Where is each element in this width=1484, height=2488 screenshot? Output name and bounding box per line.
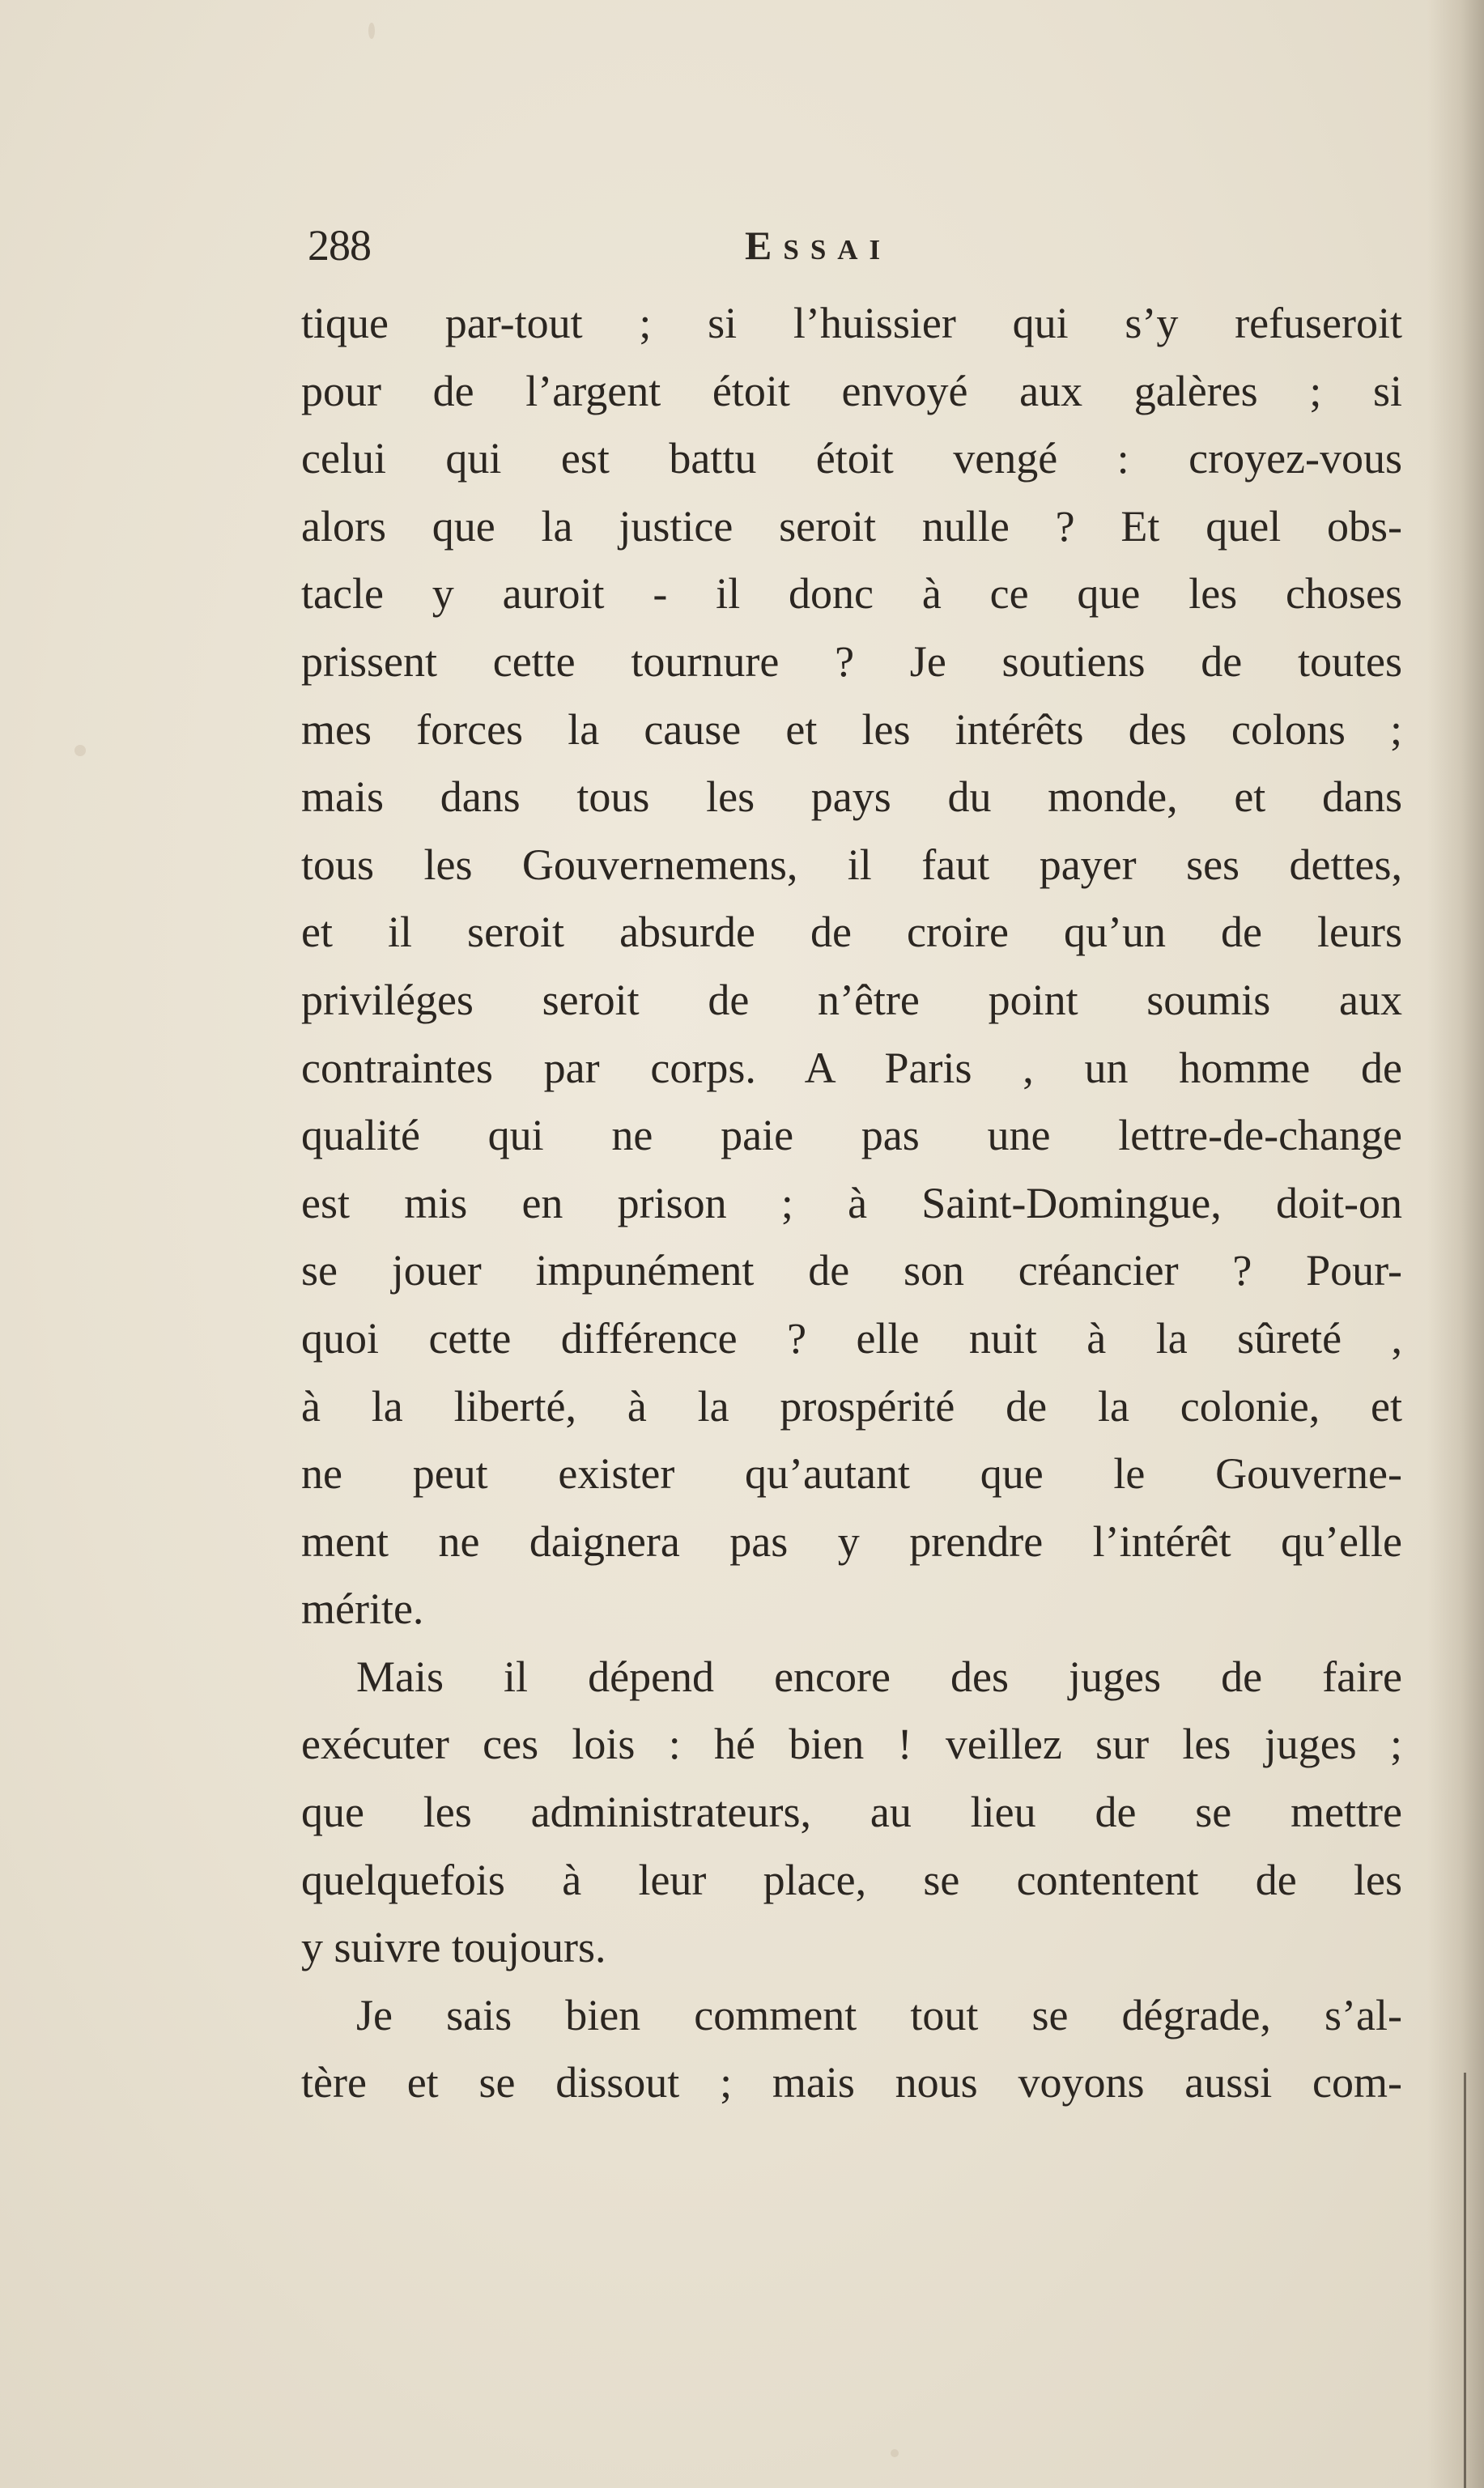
text-line: mais dans tous les pays du monde, et dans xyxy=(301,772,1402,822)
paper-stain xyxy=(891,2449,899,2457)
text-line: mes forces la cause et les intérêts des colons ; xyxy=(301,704,1402,754)
text-line: tacle y auroit - il donc à ce que les choses xyxy=(301,569,1402,619)
text-line: à la liberté, à la prospérité de la colonie, et xyxy=(301,1381,1402,1431)
running-head: Essai xyxy=(745,223,892,268)
text-line: ne peut exister qu’autant que le Gouverne- xyxy=(301,1449,1402,1499)
paper-stain xyxy=(74,745,86,756)
text-line: alors que la justice seroit nulle ? Et quel obs- xyxy=(301,501,1402,551)
text-line: tique par-tout ; si l’huissier qui s’y refuseroit xyxy=(301,299,1402,347)
text-line: pour de l’argent étoit envoyé aux galères ; si xyxy=(301,366,1402,415)
text-line: quoi cette différence ? elle nuit à la sûreté , xyxy=(301,1313,1402,1363)
text-line: se jouer impunément de son créancier ? Pour- xyxy=(301,1246,1402,1295)
text-line: contraintes par corps. A Paris , un homme de xyxy=(301,1043,1402,1092)
text-line: tère et se dissout ; mais nous voyons aussi com- xyxy=(301,2058,1402,2107)
text-line: que les administrateurs, au lieu de se mettre xyxy=(301,1788,1402,1837)
binding-edge xyxy=(1464,2073,1466,2488)
text-line: ment ne daignera pas y prendre l’intérêt qu’elle xyxy=(301,1516,1402,1566)
text-line: quelquefois à leur place, se contentent de les xyxy=(301,1855,1402,1904)
binding-shadow xyxy=(1427,0,1484,2488)
text-line: tous les Gouvernemens, il faut payer ses dettes, xyxy=(301,840,1402,889)
paragraph-start-line: Mais il dépend encore des juges de faire xyxy=(356,1652,1402,1701)
body-text xyxy=(301,290,1402,2117)
paper-stain xyxy=(368,23,375,39)
text-line: exécuter ces lois : hé bien ! veillez sur les juges ; xyxy=(301,1720,1402,1769)
page-header xyxy=(308,209,1409,282)
paragraph-end-line: y suivre toujours. xyxy=(301,1923,606,1972)
text-line: et il seroit absurde de croire qu’un de leurs xyxy=(301,908,1402,957)
text-line: est mis en prison ; à Saint-Domingue, doit-on xyxy=(301,1178,1402,1227)
text-line: qualité qui ne paie pas une lettre-de-change xyxy=(301,1111,1402,1160)
text-line: prissent cette tournure ? Je soutiens de toutes xyxy=(301,636,1402,686)
paragraph-start-line: Je sais bien comment tout se dégrade, s’al- xyxy=(356,1990,1402,2039)
text-line: priviléges seroit de n’être point soumis aux xyxy=(301,975,1402,1024)
paragraph-end-line: mérite. xyxy=(301,1584,424,1634)
text-line: celui qui est battu étoit vengé : croyez-vous xyxy=(301,434,1402,483)
page-number: 288 xyxy=(308,221,371,270)
